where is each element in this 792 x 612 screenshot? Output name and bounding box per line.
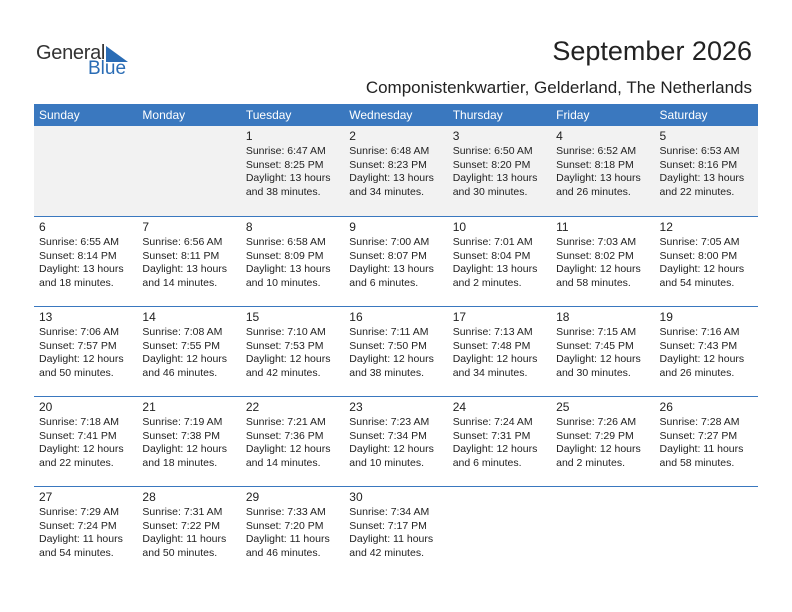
sunrise-text: Sunrise: 6:48 AM	[349, 145, 430, 157]
weekday-label: Wednesday	[349, 108, 413, 122]
sunrise-text: Sunrise: 7:15 AM	[556, 326, 637, 338]
day-cell	[551, 397, 654, 486]
sunrise-text: Sunrise: 6:47 AM	[245, 145, 326, 157]
empty-day-cell	[448, 487, 551, 576]
day-cell	[344, 307, 447, 396]
day-number: 13	[39, 310, 53, 324]
sunrise-text: Sunrise: 6:56 AM	[142, 236, 223, 248]
daylight-minutes-text: and 42 minutes.	[349, 546, 424, 559]
sunrise-text: Sunrise: 6:55 AM	[39, 236, 119, 248]
day-number: 25	[556, 400, 570, 414]
sunset-text: Sunset: 7:53 PM	[245, 339, 324, 352]
sunset-text: Sunset: 7:17 PM	[349, 519, 427, 532]
daylight-text: Daylight: 12 hours	[142, 443, 228, 455]
daylight-minutes-text: and 18 minutes.	[39, 276, 114, 289]
daylight-text: Daylight: 13 hours	[659, 172, 745, 184]
day-number: 29	[245, 490, 260, 504]
daylight-minutes-text: and 10 minutes.	[245, 276, 321, 289]
daylight-text: Daylight: 12 hours	[556, 443, 641, 455]
sunset-text: Sunset: 8:04 PM	[452, 249, 531, 262]
day-cell	[448, 126, 551, 216]
weekday-header	[34, 104, 758, 126]
daylight-text: Daylight: 12 hours	[245, 443, 331, 455]
sunrise-text: Sunrise: 6:50 AM	[452, 145, 533, 157]
day-cell	[34, 397, 137, 486]
day-cell	[448, 307, 551, 396]
sunrise-text: Sunrise: 6:52 AM	[556, 145, 637, 157]
day-number: 20	[39, 400, 53, 414]
day-number: 16	[349, 310, 363, 324]
sunset-text: Sunset: 8:07 PM	[349, 249, 427, 262]
empty-day-cell	[137, 126, 240, 216]
sunrise-text: Sunrise: 7:10 AM	[245, 326, 326, 338]
sunset-text: Sunset: 8:00 PM	[659, 249, 738, 262]
sunrise-text: Sunrise: 7:29 AM	[39, 506, 119, 518]
day-number: 23	[349, 400, 363, 414]
logo-text-blue: Blue	[88, 58, 127, 79]
daylight-minutes-text: and 10 minutes.	[349, 456, 424, 469]
calendar-week-row	[34, 306, 758, 396]
weekday-label: Sunday	[39, 108, 80, 122]
day-cell	[241, 397, 344, 486]
sunrise-text: Sunrise: 7:19 AM	[142, 416, 223, 428]
sunset-text: Sunset: 7:50 PM	[349, 339, 427, 352]
calendar-week-row	[34, 126, 758, 216]
daylight-text: Daylight: 12 hours	[659, 353, 745, 365]
sunrise-text: Sunrise: 7:11 AM	[349, 326, 429, 338]
daylight-minutes-text: and 38 minutes.	[245, 185, 321, 198]
day-cell	[655, 126, 758, 216]
day-cell	[137, 307, 240, 396]
sunrise-text: Sunrise: 7:31 AM	[142, 506, 223, 518]
generalblue-logo	[36, 42, 136, 82]
day-number: 27	[39, 490, 53, 504]
day-number: 10	[452, 220, 467, 234]
sunrise-text: Sunrise: 7:08 AM	[142, 326, 223, 338]
daylight-text: Daylight: 12 hours	[39, 353, 124, 365]
day-number: 4	[556, 129, 563, 143]
day-cell	[344, 487, 447, 576]
sunset-text: Sunset: 7:27 PM	[659, 429, 738, 442]
day-number: 6	[39, 220, 46, 234]
day-cell	[137, 487, 240, 576]
day-cell	[655, 307, 758, 396]
empty-day-cell	[655, 487, 758, 576]
sunset-text: Sunset: 8:02 PM	[556, 249, 634, 262]
day-cell	[241, 487, 344, 576]
daylight-minutes-text: and 14 minutes.	[142, 276, 218, 289]
sunrise-text: Sunrise: 7:16 AM	[659, 326, 740, 338]
day-number: 30	[349, 490, 363, 504]
sunset-text: Sunset: 8:16 PM	[659, 158, 738, 171]
daylight-minutes-text: and 54 minutes.	[39, 546, 114, 559]
sunset-text: Sunset: 8:11 PM	[142, 249, 220, 262]
day-number: 2	[349, 129, 356, 143]
calendar-grid	[34, 126, 758, 576]
daylight-text: Daylight: 13 hours	[452, 172, 538, 184]
daylight-minutes-text: and 2 minutes.	[556, 456, 625, 469]
daylight-text: Daylight: 13 hours	[142, 263, 228, 275]
daylight-text: Daylight: 12 hours	[452, 353, 538, 365]
sunrise-text: Sunrise: 7:33 AM	[245, 506, 326, 518]
daylight-minutes-text: and 58 minutes.	[659, 456, 735, 469]
daylight-minutes-text: and 34 minutes.	[452, 366, 528, 379]
daylight-minutes-text: and 38 minutes.	[349, 366, 424, 379]
weekday-label: Monday	[142, 108, 186, 122]
daylight-text: Daylight: 11 hours	[659, 443, 744, 455]
day-number: 8	[245, 220, 253, 234]
page-title: September 2026	[552, 36, 752, 66]
sunrise-text: Sunrise: 7:00 AM	[349, 236, 430, 248]
day-number: 18	[556, 310, 570, 324]
sunset-text: Sunset: 7:31 PM	[452, 429, 531, 442]
daylight-minutes-text: and 26 minutes.	[556, 185, 631, 198]
sunset-text: Sunset: 7:41 PM	[39, 429, 117, 442]
weekday-label: Friday	[556, 108, 590, 122]
sunset-text: Sunset: 7:57 PM	[39, 339, 117, 352]
empty-day-cell	[34, 126, 137, 216]
sunset-text: Sunset: 7:24 PM	[39, 519, 117, 532]
sunset-text: Sunset: 8:23 PM	[349, 158, 427, 171]
sunset-text: Sunset: 7:22 PM	[142, 519, 221, 532]
daylight-text: Daylight: 13 hours	[349, 263, 434, 275]
sunrise-text: Sunrise: 7:21 AM	[245, 416, 326, 428]
daylight-minutes-text: and 22 minutes.	[39, 456, 114, 469]
daylight-text: Daylight: 12 hours	[349, 443, 434, 455]
sunrise-text: Sunrise: 6:58 AM	[245, 236, 326, 248]
sunrise-text: Sunrise: 7:23 AM	[349, 416, 430, 428]
sunrise-text: Sunrise: 7:28 AM	[659, 416, 740, 428]
daylight-minutes-text: and 34 minutes.	[349, 185, 424, 198]
daylight-text: Daylight: 11 hours	[349, 533, 434, 545]
daylight-minutes-text: and 58 minutes.	[556, 276, 631, 289]
daylight-text: Daylight: 12 hours	[659, 263, 745, 275]
sunset-text: Sunset: 8:14 PM	[39, 249, 117, 262]
daylight-minutes-text: and 6 minutes.	[452, 456, 522, 469]
daylight-minutes-text: and 14 minutes.	[245, 456, 321, 469]
daylight-text: Daylight: 12 hours	[39, 443, 124, 455]
daylight-minutes-text: and 26 minutes.	[659, 366, 735, 379]
sunrise-text: Sunrise: 7:01 AM	[452, 236, 533, 248]
day-cell	[241, 217, 344, 306]
sunset-text: Sunset: 7:29 PM	[556, 429, 634, 442]
daylight-text: Daylight: 12 hours	[556, 353, 641, 365]
sunset-text: Sunset: 7:34 PM	[349, 429, 427, 442]
day-cell	[34, 217, 137, 306]
sunset-text: Sunset: 7:45 PM	[556, 339, 634, 352]
daylight-text: Daylight: 12 hours	[245, 353, 331, 365]
day-number: 12	[659, 220, 673, 234]
daylight-text: Daylight: 13 hours	[245, 172, 331, 184]
daylight-minutes-text: and 6 minutes.	[349, 276, 419, 289]
day-number: 19	[659, 310, 673, 324]
sunset-text: Sunset: 7:20 PM	[245, 519, 324, 532]
day-number: 15	[245, 310, 260, 324]
day-number: 17	[452, 310, 467, 324]
day-cell	[34, 307, 137, 396]
sunset-text: Sunset: 8:25 PM	[245, 158, 324, 171]
daylight-minutes-text: and 2 minutes.	[452, 276, 522, 289]
daylight-minutes-text: and 46 minutes.	[142, 366, 218, 379]
calendar-week-row	[34, 216, 758, 306]
daylight-text: Daylight: 13 hours	[245, 263, 331, 275]
sunrise-text: Sunrise: 7:34 AM	[349, 506, 430, 518]
daylight-text: Daylight: 13 hours	[452, 263, 538, 275]
sunset-text: Sunset: 7:38 PM	[142, 429, 221, 442]
location-subtitle: Componistenkwartier, Gelderland, The Netherlands	[365, 78, 752, 97]
day-number: 1	[245, 129, 253, 143]
day-cell	[241, 126, 344, 216]
day-number: 28	[142, 490, 156, 504]
sunset-text: Sunset: 7:36 PM	[245, 429, 324, 442]
sunset-text: Sunset: 8:20 PM	[452, 158, 531, 171]
daylight-text: Daylight: 11 hours	[245, 533, 330, 545]
day-cell	[448, 397, 551, 486]
daylight-text: Daylight: 13 hours	[556, 172, 641, 184]
day-number: 11	[556, 220, 569, 234]
daylight-text: Daylight: 12 hours	[349, 353, 434, 365]
day-cell	[448, 217, 551, 306]
sunrise-text: Sunrise: 7:24 AM	[452, 416, 533, 428]
day-cell	[655, 217, 758, 306]
weekday-label: Tuesday	[245, 108, 292, 122]
calendar-week-row	[34, 396, 758, 486]
daylight-minutes-text: and 30 minutes.	[556, 366, 631, 379]
sunrise-text: Sunrise: 7:05 AM	[659, 236, 740, 248]
day-cell	[344, 217, 447, 306]
daylight-text: Daylight: 11 hours	[142, 533, 227, 545]
day-cell	[551, 307, 654, 396]
day-cell	[344, 126, 447, 216]
sunset-text: Sunset: 7:55 PM	[142, 339, 221, 352]
day-number: 21	[142, 400, 156, 414]
daylight-minutes-text: and 42 minutes.	[245, 366, 321, 379]
day-cell	[137, 397, 240, 486]
daylight-text: Daylight: 12 hours	[452, 443, 538, 455]
daylight-minutes-text: and 22 minutes.	[659, 185, 735, 198]
day-cell	[241, 307, 344, 396]
daylight-minutes-text: and 54 minutes.	[659, 276, 735, 289]
daylight-minutes-text: and 18 minutes.	[142, 456, 218, 469]
daylight-text: Daylight: 13 hours	[39, 263, 124, 275]
sunset-text: Sunset: 8:18 PM	[556, 158, 634, 171]
daylight-minutes-text: and 46 minutes.	[245, 546, 321, 559]
logo-text-general: General	[36, 42, 106, 64]
day-number: 14	[142, 310, 156, 324]
sunrise-text: Sunrise: 7:18 AM	[39, 416, 119, 428]
day-number: 22	[245, 400, 260, 414]
daylight-text: Daylight: 13 hours	[349, 172, 434, 184]
daylight-text: Daylight: 12 hours	[556, 263, 641, 275]
sunrise-text: Sunrise: 7:26 AM	[556, 416, 637, 428]
sunset-text: Sunset: 7:43 PM	[659, 339, 738, 352]
empty-day-cell	[551, 487, 654, 576]
daylight-minutes-text: and 30 minutes.	[452, 185, 528, 198]
sunrise-text: Sunrise: 6:53 AM	[659, 145, 740, 157]
day-cell	[551, 126, 654, 216]
day-number: 24	[452, 400, 467, 414]
sunset-text: Sunset: 7:48 PM	[452, 339, 531, 352]
day-number: 9	[349, 220, 356, 234]
daylight-text: Daylight: 12 hours	[142, 353, 228, 365]
day-number: 3	[452, 129, 460, 143]
sunrise-text: Sunrise: 7:06 AM	[39, 326, 119, 338]
day-cell	[344, 397, 447, 486]
daylight-minutes-text: and 50 minutes.	[39, 366, 114, 379]
day-cell	[137, 217, 240, 306]
calendar-week-row	[34, 486, 758, 576]
day-cell	[34, 487, 137, 576]
day-cell	[551, 217, 654, 306]
daylight-minutes-text: and 50 minutes.	[142, 546, 218, 559]
sunset-text: Sunset: 8:09 PM	[245, 249, 324, 262]
daylight-text: Daylight: 11 hours	[39, 533, 123, 545]
sunrise-text: Sunrise: 7:13 AM	[452, 326, 533, 338]
weekday-label: Saturday	[659, 108, 708, 122]
day-number: 7	[142, 220, 150, 234]
day-cell	[655, 397, 758, 486]
day-number: 5	[659, 129, 667, 143]
sunrise-text: Sunrise: 7:03 AM	[556, 236, 637, 248]
weekday-label: Thursday	[452, 108, 503, 122]
day-number: 26	[659, 400, 673, 414]
